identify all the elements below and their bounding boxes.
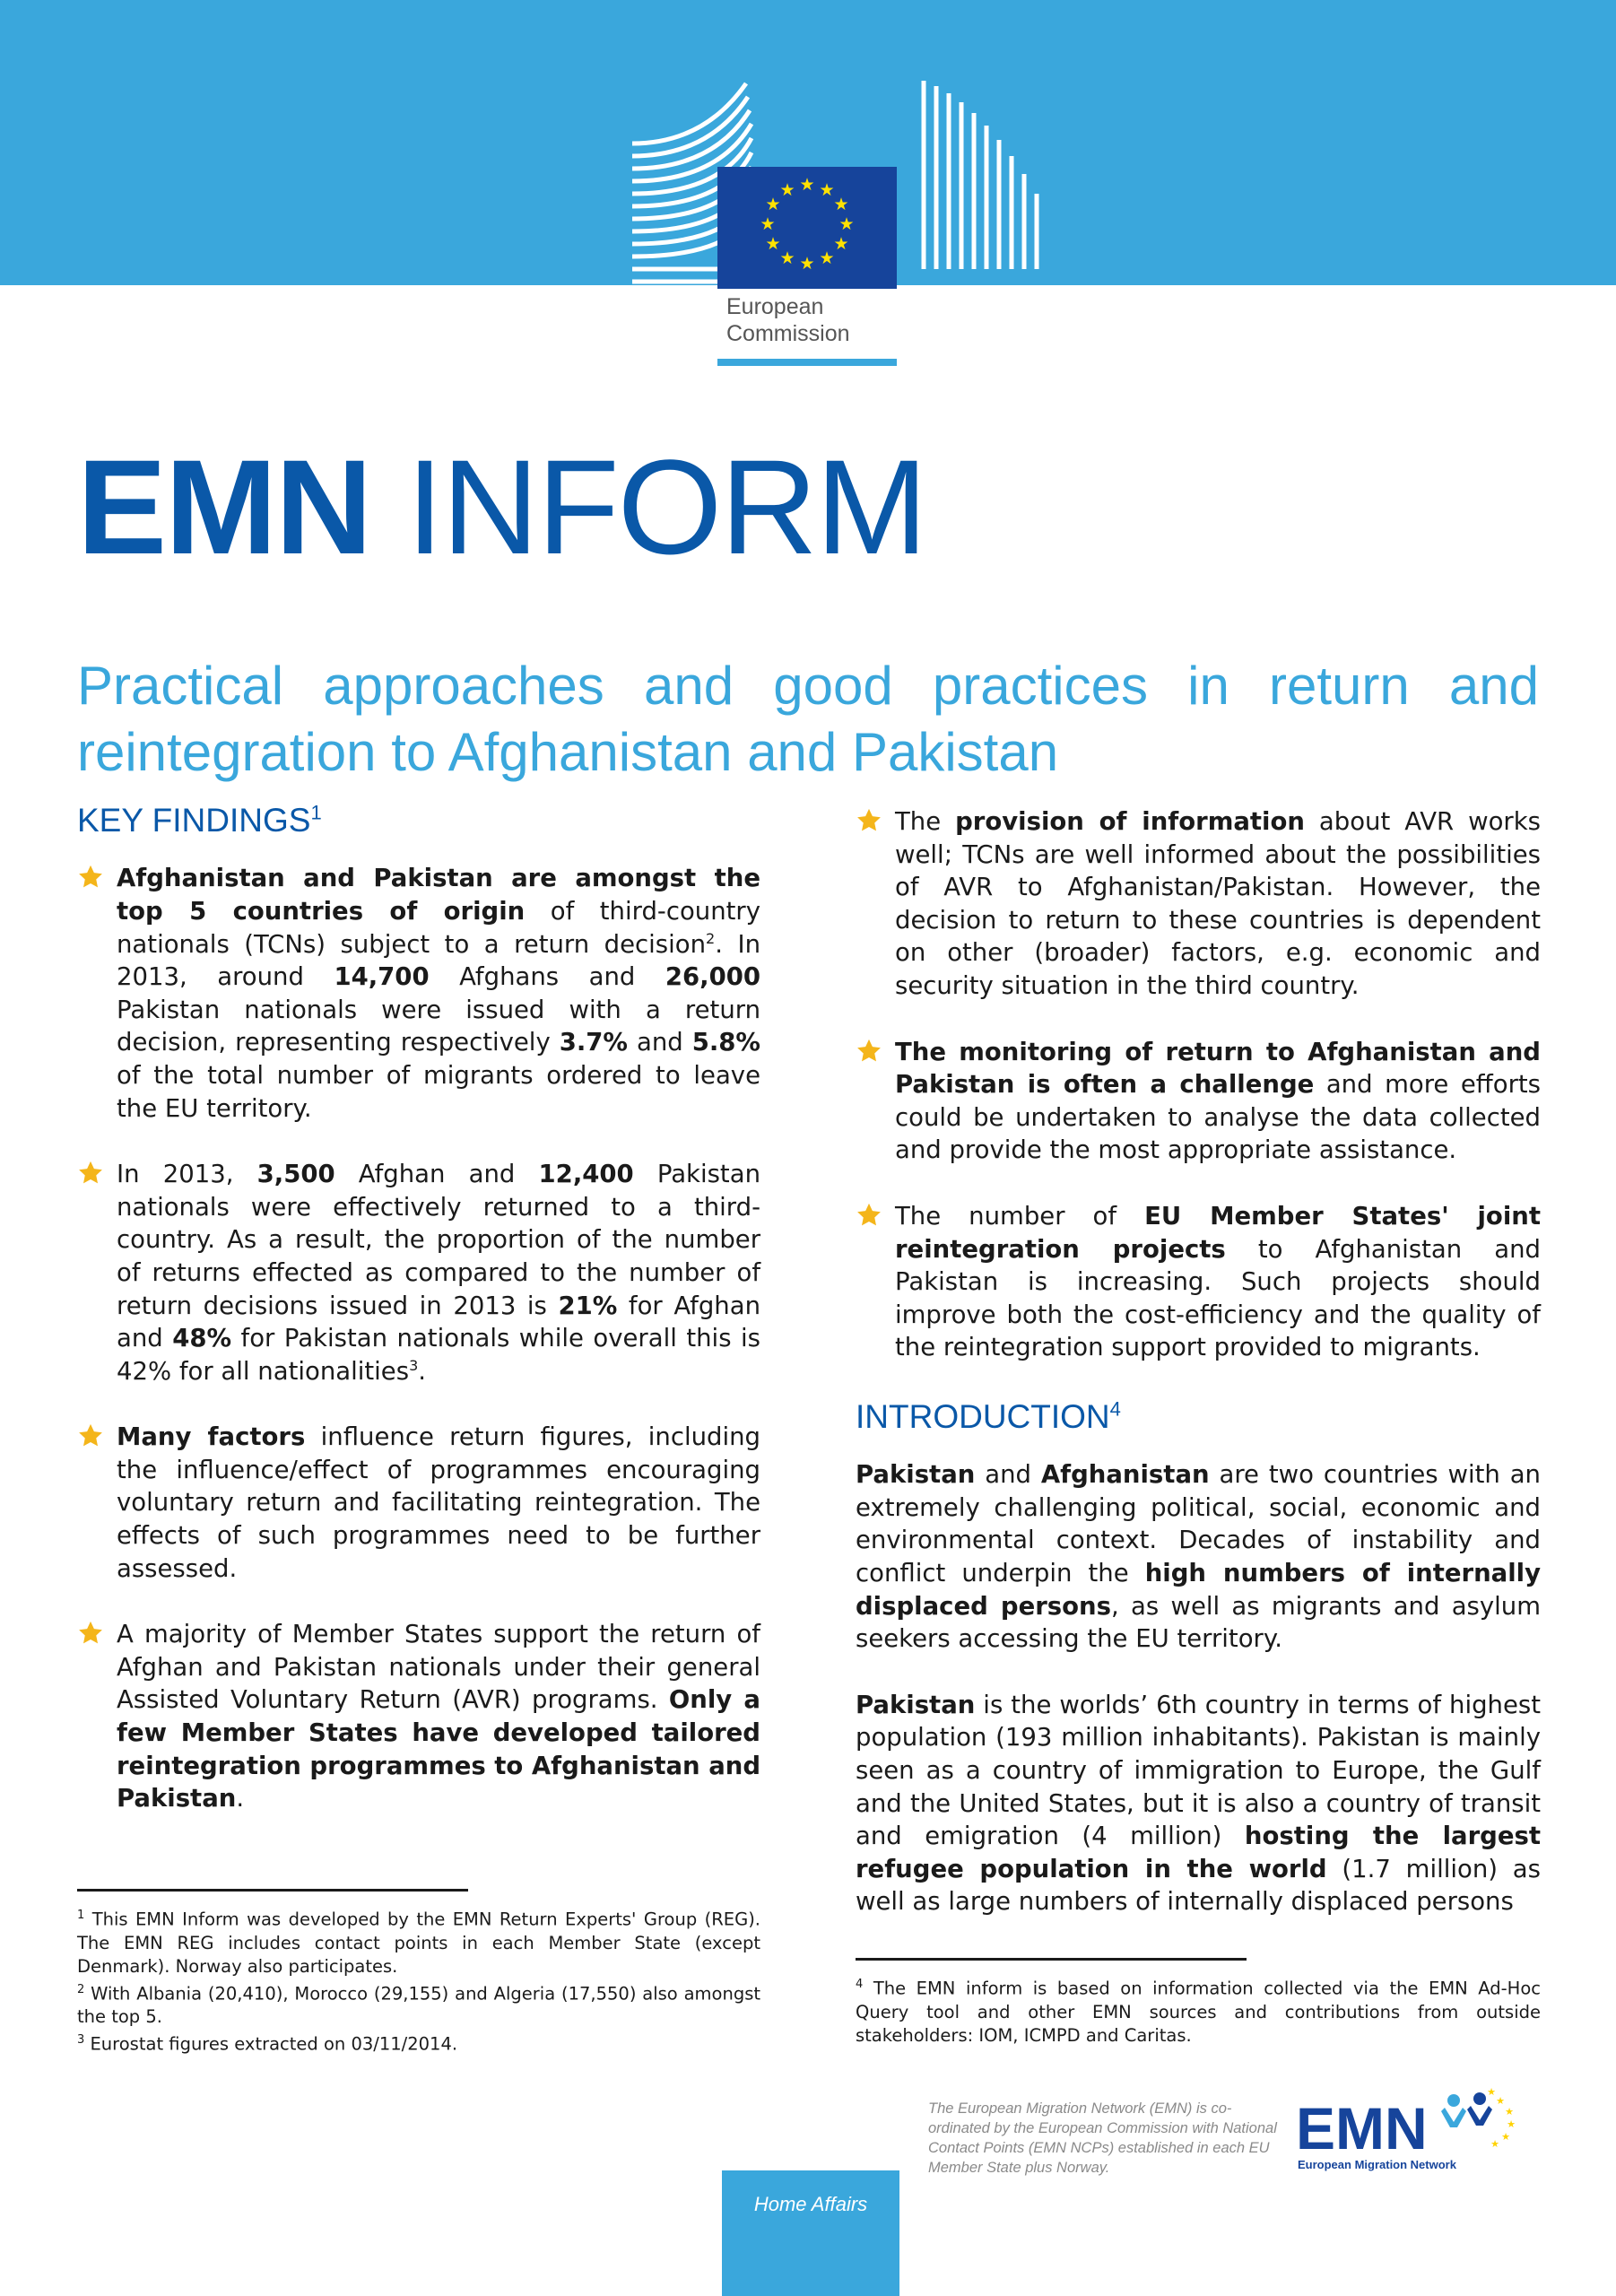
introduction-heading — [856, 1397, 1541, 1437]
finding-text-1 — [117, 862, 760, 1125]
bold-run: Pakistan — [856, 1690, 976, 1719]
home-affairs-label: Home Affairs — [753, 2193, 868, 2215]
bold-run: Afghanistan — [1040, 1460, 1210, 1490]
finding-item — [77, 1158, 760, 1387]
star-icon — [856, 807, 882, 834]
svg-text:★: ★ — [833, 195, 849, 214]
emn-logo — [1296, 2088, 1533, 2173]
svg-text:★: ★ — [833, 234, 849, 254]
text-run: Afghan and — [334, 1160, 539, 1189]
bold-run: 21% — [558, 1291, 618, 1320]
footnote-1 — [77, 1904, 760, 1979]
text-run: is the worlds’ 6th country in terms of highest population (193 million inhabitants). Pakistan is mainly seen as a country of immigration to Europe, the Gulf and the United States, but it is also a country of transit and emigration (4 million) — [856, 1690, 1541, 1851]
svg-text:★: ★ — [1487, 2088, 1496, 2098]
svg-text:★: ★ — [819, 248, 835, 268]
star-icon — [77, 1620, 104, 1647]
bold-run: 48% — [172, 1324, 232, 1353]
title-light: INFORM — [406, 431, 926, 582]
footnote-number: 4 — [856, 1978, 864, 1991]
footnote-rule-left — [77, 1889, 468, 1892]
emn-logo-text: EMN — [1296, 2095, 1428, 2161]
text-run: and — [975, 1460, 1041, 1490]
svg-text:★: ★ — [799, 254, 815, 274]
finding-text-7 — [895, 1200, 1541, 1364]
finding-item — [77, 862, 760, 1125]
footnote-ref: 3 — [409, 1356, 419, 1374]
text-run: The number of — [895, 1201, 1145, 1231]
text-run: (1.7 million) as well as large numbers of internally displaced persons — [856, 1854, 1541, 1917]
page-subtitle: Practical approaches and good practices in return and reintegration to Afghanistan and Pakistan — [77, 656, 1539, 782]
bold-run: The monitoring of return to Afghanistan and Pakistan is often a challenge — [895, 1037, 1541, 1100]
svg-text:★: ★ — [760, 214, 776, 234]
footnote-number: 2 — [77, 1982, 85, 1996]
finding-item — [77, 1618, 760, 1815]
bold-run: 3.7% — [559, 1028, 628, 1057]
bold-run: 12,400 — [538, 1160, 634, 1189]
finding-text-4 — [117, 1618, 760, 1815]
svg-text:★: ★ — [1490, 2138, 1499, 2150]
introduction-heading-text: INTRODUCTION — [856, 1397, 1110, 1435]
svg-text:★: ★ — [799, 175, 815, 195]
logo-text-european: European — [726, 294, 824, 319]
finding-item — [856, 1200, 1541, 1364]
right-column — [856, 805, 1541, 1952]
star-icon — [77, 1160, 104, 1187]
svg-text:★: ★ — [765, 195, 781, 214]
key-findings-ref: 1 — [310, 801, 322, 824]
footnote-4 — [856, 1973, 1541, 2048]
finding-text-2 — [117, 1158, 760, 1387]
star-icon — [856, 1038, 882, 1065]
bold-run: 3,500 — [256, 1160, 335, 1189]
bold-run: high numbers of internally displaced persons — [856, 1559, 1541, 1621]
svg-text:★: ★ — [1501, 2131, 1510, 2143]
text-run: A majority of Member States support the return of Afghan and Pakistan nationals under their general Assisted Voluntary Return (AVR) programs. — [117, 1620, 760, 1715]
svg-text:★: ★ — [779, 180, 795, 200]
finding-text-5 — [895, 805, 1541, 1003]
bold-run: hosting the largest refugee population in the world — [856, 1822, 1541, 1883]
text-run: to Afghanistan and Pakistan is increasing. Such projects should improve both the cost-efficiency and the quality of the reintegration support provided to migrants. — [895, 1234, 1541, 1362]
svg-text:★: ★ — [1496, 2095, 1505, 2107]
svg-text:★: ★ — [779, 248, 795, 268]
svg-text:★: ★ — [838, 214, 855, 234]
footnote-text: Eurostat figures extracted on 03/11/2014. — [90, 2033, 458, 2055]
text-run: for Afghan and — [117, 1291, 760, 1353]
bold-run: EU Member States' joint reintegration projects — [895, 1201, 1541, 1264]
text-run: and more efforts could be undertaken to analyse the data collected and provide the most appropriate assistance. — [895, 1070, 1541, 1165]
finding-text-3 — [117, 1421, 760, 1585]
svg-text:★: ★ — [1507, 2118, 1516, 2130]
text-run: about AVR works well; TCNs are well informed about the possibilities of AVR to Afghanistan/Pakistan. However, the decision to return to these countries is dependent on other (broader) factors, e.g. economic and security situation in the third country. — [895, 807, 1541, 1000]
footnote-text: This EMN Inform was developed by the EMN Return Experts' Group (REG). The EMN REG includes contact points in each Member State (except Denmark). Norway also participates. — [77, 1909, 760, 1977]
bold-run: Pakistan — [856, 1460, 976, 1490]
footnotes-right — [856, 1973, 1541, 2048]
svg-text:★: ★ — [765, 234, 781, 254]
building-stripes-right — [924, 81, 1037, 269]
text-run: The — [895, 807, 956, 836]
text-run: . — [236, 1784, 245, 1813]
emn-logo-subtext: European Migration Network — [1298, 2158, 1456, 2171]
key-findings-heading-text: KEY FINDINGS — [77, 802, 311, 839]
logo-text-commission: Commission — [726, 321, 850, 346]
text-run: In 2013, — [117, 1160, 257, 1189]
home-affairs-tab — [722, 2170, 899, 2296]
bold-run: 26,000 — [665, 962, 760, 992]
logo-underline — [717, 359, 897, 366]
page-title — [77, 431, 926, 582]
star-icon — [77, 864, 104, 891]
left-column — [77, 801, 760, 1848]
bold-run: provision of information — [955, 807, 1305, 836]
text-run: Afghans and — [429, 962, 665, 992]
svg-text:★: ★ — [1505, 2106, 1514, 2118]
finding-item — [856, 1036, 1541, 1167]
footnote-number: 1 — [77, 1909, 85, 1922]
bold-run: Only a few Member States have developed tailored reintegration programmes to Afghanistan and Pakistan — [117, 1685, 761, 1813]
text-run: for Pakistan nationals while overall this is 42% for all nationalities — [117, 1324, 760, 1386]
bold-run: 5.8% — [691, 1028, 760, 1057]
emn-people-icon — [1441, 2088, 1516, 2150]
footnote-text: With Albania (20,410), Morocco (29,155) and Algeria (17,550) also amongst the top 5. — [77, 1983, 760, 2027]
footnote-rule-right — [856, 1958, 1247, 1961]
finding-item — [856, 805, 1541, 1003]
text-run: are two countries with an extremely challenging political, social, economic and environmental context. Decades of instability and conflict underpin the — [856, 1460, 1541, 1588]
text-run: , as well as migrants and asylum seekers accessing the EU territory. — [856, 1591, 1542, 1654]
text-run: Pakistan nationals were effectively returned to a third-country. As a result, the proportion of the number of returns effected as compared to the number of return decisions issued in 2013 is — [117, 1160, 760, 1320]
footnote-ref: 2 — [706, 929, 716, 947]
intro-paragraph-1 — [856, 1458, 1541, 1656]
emn-coordination-note: The European Migration Network (EMN) is co-ordinated by the European Commission with National Contact Points (EMN NCPs) established in each EU Member State plus Norway. — [928, 2100, 1277, 2176]
key-findings-heading — [77, 801, 760, 840]
footnotes-left — [77, 1904, 760, 2057]
footnote-2 — [77, 1979, 760, 2030]
bold-run: Afghanistan and Pakistan are amongst the top 5 countries of origin — [117, 864, 760, 926]
intro-paragraph-2 — [856, 1689, 1541, 1918]
svg-text:★: ★ — [819, 180, 835, 200]
text-run: . — [418, 1356, 426, 1386]
introduction-ref: 4 — [1109, 1397, 1121, 1421]
footnote-number: 3 — [77, 2033, 85, 2047]
text-run: influence return figures, including the influence/effect of programmes encouraging voluntary return and facilitating reintegration. The effects of such programmes need to be further assessed. — [117, 1422, 760, 1583]
text-run: . In 2013, around — [117, 929, 761, 992]
finding-text-6 — [895, 1036, 1541, 1167]
title-bold: EMN — [77, 431, 371, 582]
footnote-3 — [77, 2029, 760, 2057]
bold-run: Many factors — [117, 1422, 306, 1452]
text-run: and — [628, 1028, 692, 1057]
european-commission-logo — [628, 79, 1049, 375]
text-run: of third-country nationals (TCNs) subject to a return decision — [117, 896, 760, 959]
star-icon — [856, 1202, 882, 1229]
text-run: Pakistan nationals were issued with a return decision, representing respectively — [117, 995, 760, 1057]
footnote-text: The EMN inform is based on information collected via the EMN Ad-Hoc Query tool and other EMN sources and contributions from outside stakeholders: IOM, ICMPD and Caritas. — [856, 1978, 1542, 2046]
star-icon — [77, 1422, 104, 1449]
bold-run: 14,700 — [334, 962, 430, 992]
text-run: of the total number of migrants ordered to leave the EU territory. — [117, 1060, 760, 1123]
finding-item — [77, 1421, 760, 1585]
